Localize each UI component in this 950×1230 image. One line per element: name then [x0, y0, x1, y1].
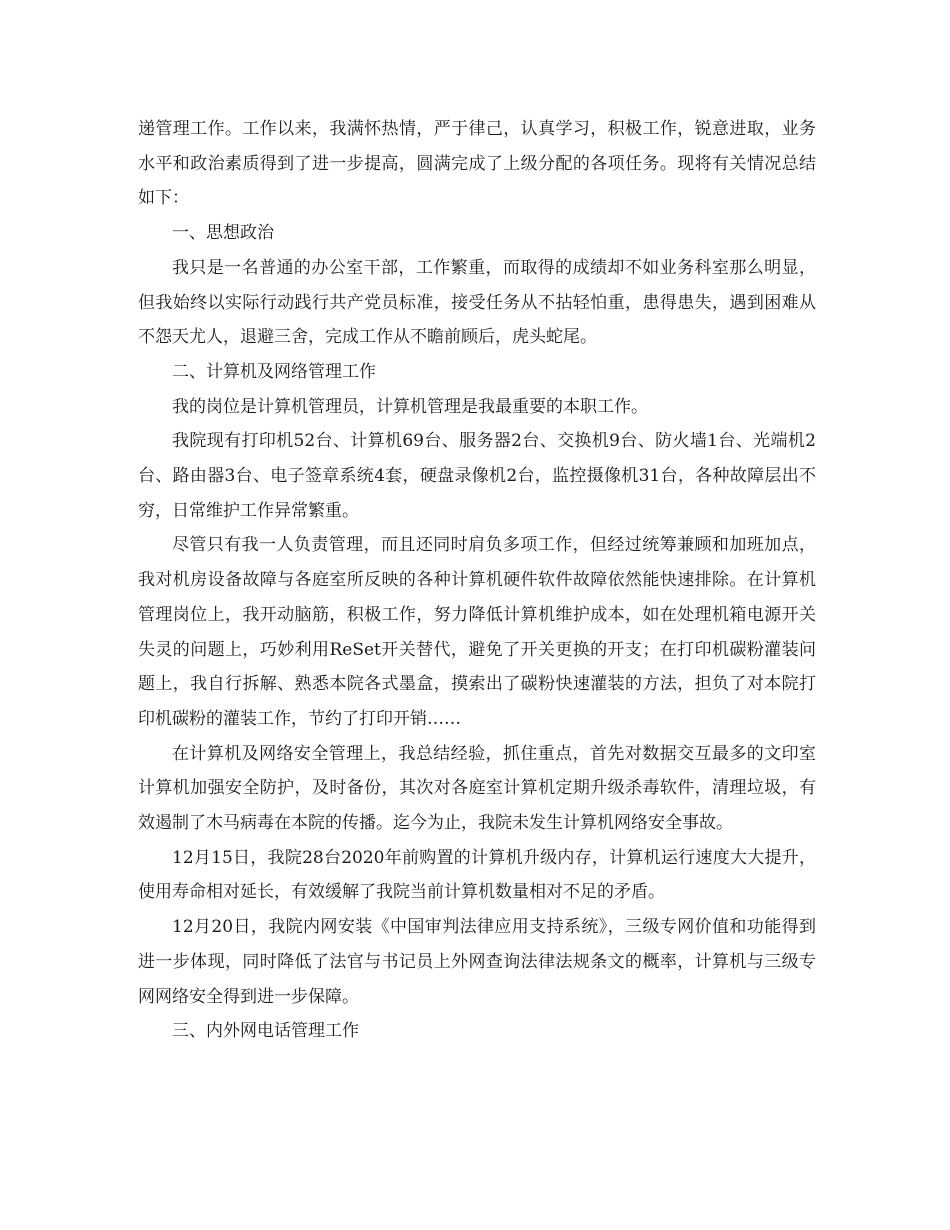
paragraph-security: 在计算机及网络安全管理上，我总结经验，抓住重点，首先对数据交互最多的文印室计算机加强安全防护，及时备份，其次对各庭室计算机定期升级杀毒软件，清理垃圾，有效遏制了木马病毒在本院的传播。迄今为止，我院未发生计算机网络安全事故。 — [138, 743, 816, 834]
paragraph-legal-system: 12月20日，我院内网安装《中国审判法律应用支持系统》，三级专网价值和功能得到进一步体现，同时降低了法官与书记员上外网查询法律法规条文的概率，计算机与三级专网网络安全得到进一步保障。 — [138, 917, 816, 1007]
paragraph-role: 我的岗位是计算机管理员，计算机管理是我最重要的本职工作。 — [172, 396, 648, 417]
section-heading-computer-network: 二、计算机及网络管理工作 — [172, 361, 376, 382]
section-heading-ideology: 一、思想政治 — [172, 223, 274, 244]
paragraph-maintenance: 尽管只有我一人负责管理，而且还同时肩负多项工作，但经过统筹兼顾和加班加点，我对机房设备故障与各庭室所反映的各种计算机硬件软件故障依然能快速排除。在计算机管理岗位上，我开动脑筋，积极工作，努力降低计算机维护成本，如在处理机箱电源开关失灵的问题上，巧妙利用ReSet开关替代，避免了开关更换的开支；在打印机碳粉灌装问题上，我自行拆解、熟悉本院各式墨盒，摸索出了碳粉快速灌装的方法，担负了对本院打印机碳粉的灌装工作，节约了打印开销…… — [138, 535, 816, 729]
document-body — [138, 112, 816, 1049]
section-heading-phone: 三、内外网电话管理工作 — [172, 1021, 359, 1042]
paragraph-memory-upgrade: 12月15日，我院28台2020年前购置的计算机升级内存，计算机运行速度大大提升，使用寿命相对延长，有效缓解了我院当前计算机数量相对不足的矛盾。 — [138, 847, 816, 903]
paragraph-ideology: 我只是一名普通的办公室干部，工作繁重，而取得的成绩却不如业务科室那么明显，但我始终以实际行动践行共产党员标准，接受任务从不拈轻怕重，患得患失，遇到困难从不怨天尤人，退避三舍，完成工作从不瞻前顾后，虎头蛇尾。 — [138, 257, 816, 348]
paragraph-equipment: 我院现有打印机52台、计算机69台、服务器2台、交换机9台、防火墙1台、光端机2台、路由器3台、电子签章系统4套，硬盘录像机2台，监控摄像机31台，各种故障层出不穷，日常维护工作异常繁重。 — [138, 431, 816, 521]
paragraph-intro: 递管理工作。工作以来，我满怀热情，严于律己，认真学习，积极工作，锐意进取，业务水平和政治素质得到了进一步提高，圆满完成了上级分配的各项任务。现将有关情况总结如下： — [138, 119, 816, 209]
